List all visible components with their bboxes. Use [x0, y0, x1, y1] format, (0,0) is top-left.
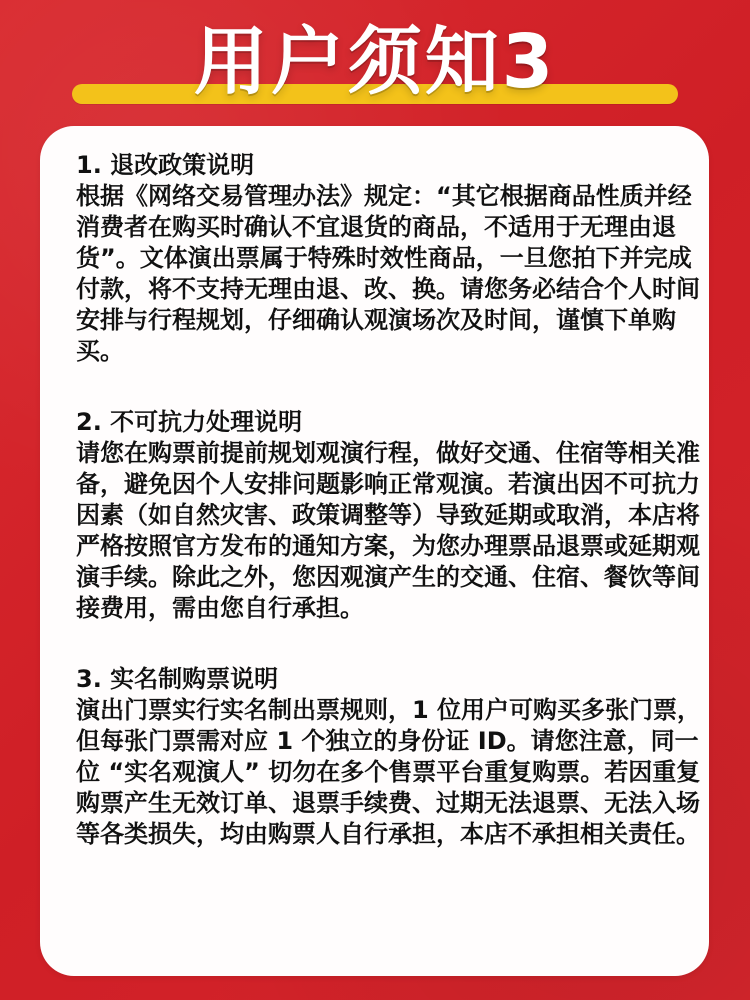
title-area [0, 18, 750, 118]
notice-content [76, 150, 706, 850]
section-heading: 2. 不可抗力处理说明 [76, 408, 303, 436]
section-real-name [76, 664, 706, 850]
section-body: 演出门票实行实名制出票规则，1 位用户可购买多张门票，但每张门票需对应 1 个独立的身份证 ID。请您注意，同一位 “实名观演人” 切勿在多个售票平台重复购票。若因重复购票产生无效订单、退票手续费、过期无法退票、无法入场等各类损失，均由购票人自行承担，本店不承担相关责任。 [76, 696, 702, 848]
section-heading: 1. 退改政策说明 [76, 151, 255, 179]
section-force-majeure [76, 407, 706, 624]
section-refund-policy [76, 150, 706, 367]
section-heading: 3. 实名制购票说明 [76, 665, 279, 693]
section-body: 根据《网络交易管理办法》规定：“其它根据商品性质并经消费者在购买时确认不宜退货的商品，不适用于无理由退货”。文体演出票属于特殊时效性商品，一旦您拍下并完成付款，将不支持无理由退、改、换。请您务必结合个人时间安排与行程规划，仔细确认观演场次及时间，谨慎下单购买。 [76, 182, 700, 365]
page-title: 用户须知3 [193, 19, 557, 105]
section-body: 请您在购票前提前规划观演行程，做好交通、住宿等相关准备，避免因个人安排问题影响正常观演。若演出因不可抗力因素（如自然灾害、政策调整等）导致延期或取消，本店将严格按照官方发布的通知方案，为您办理票品退票或延期观演手续。除此之外，您因观演产生的交通、住宿、餐饮等间接费用，需由您自行承担。 [76, 439, 700, 622]
